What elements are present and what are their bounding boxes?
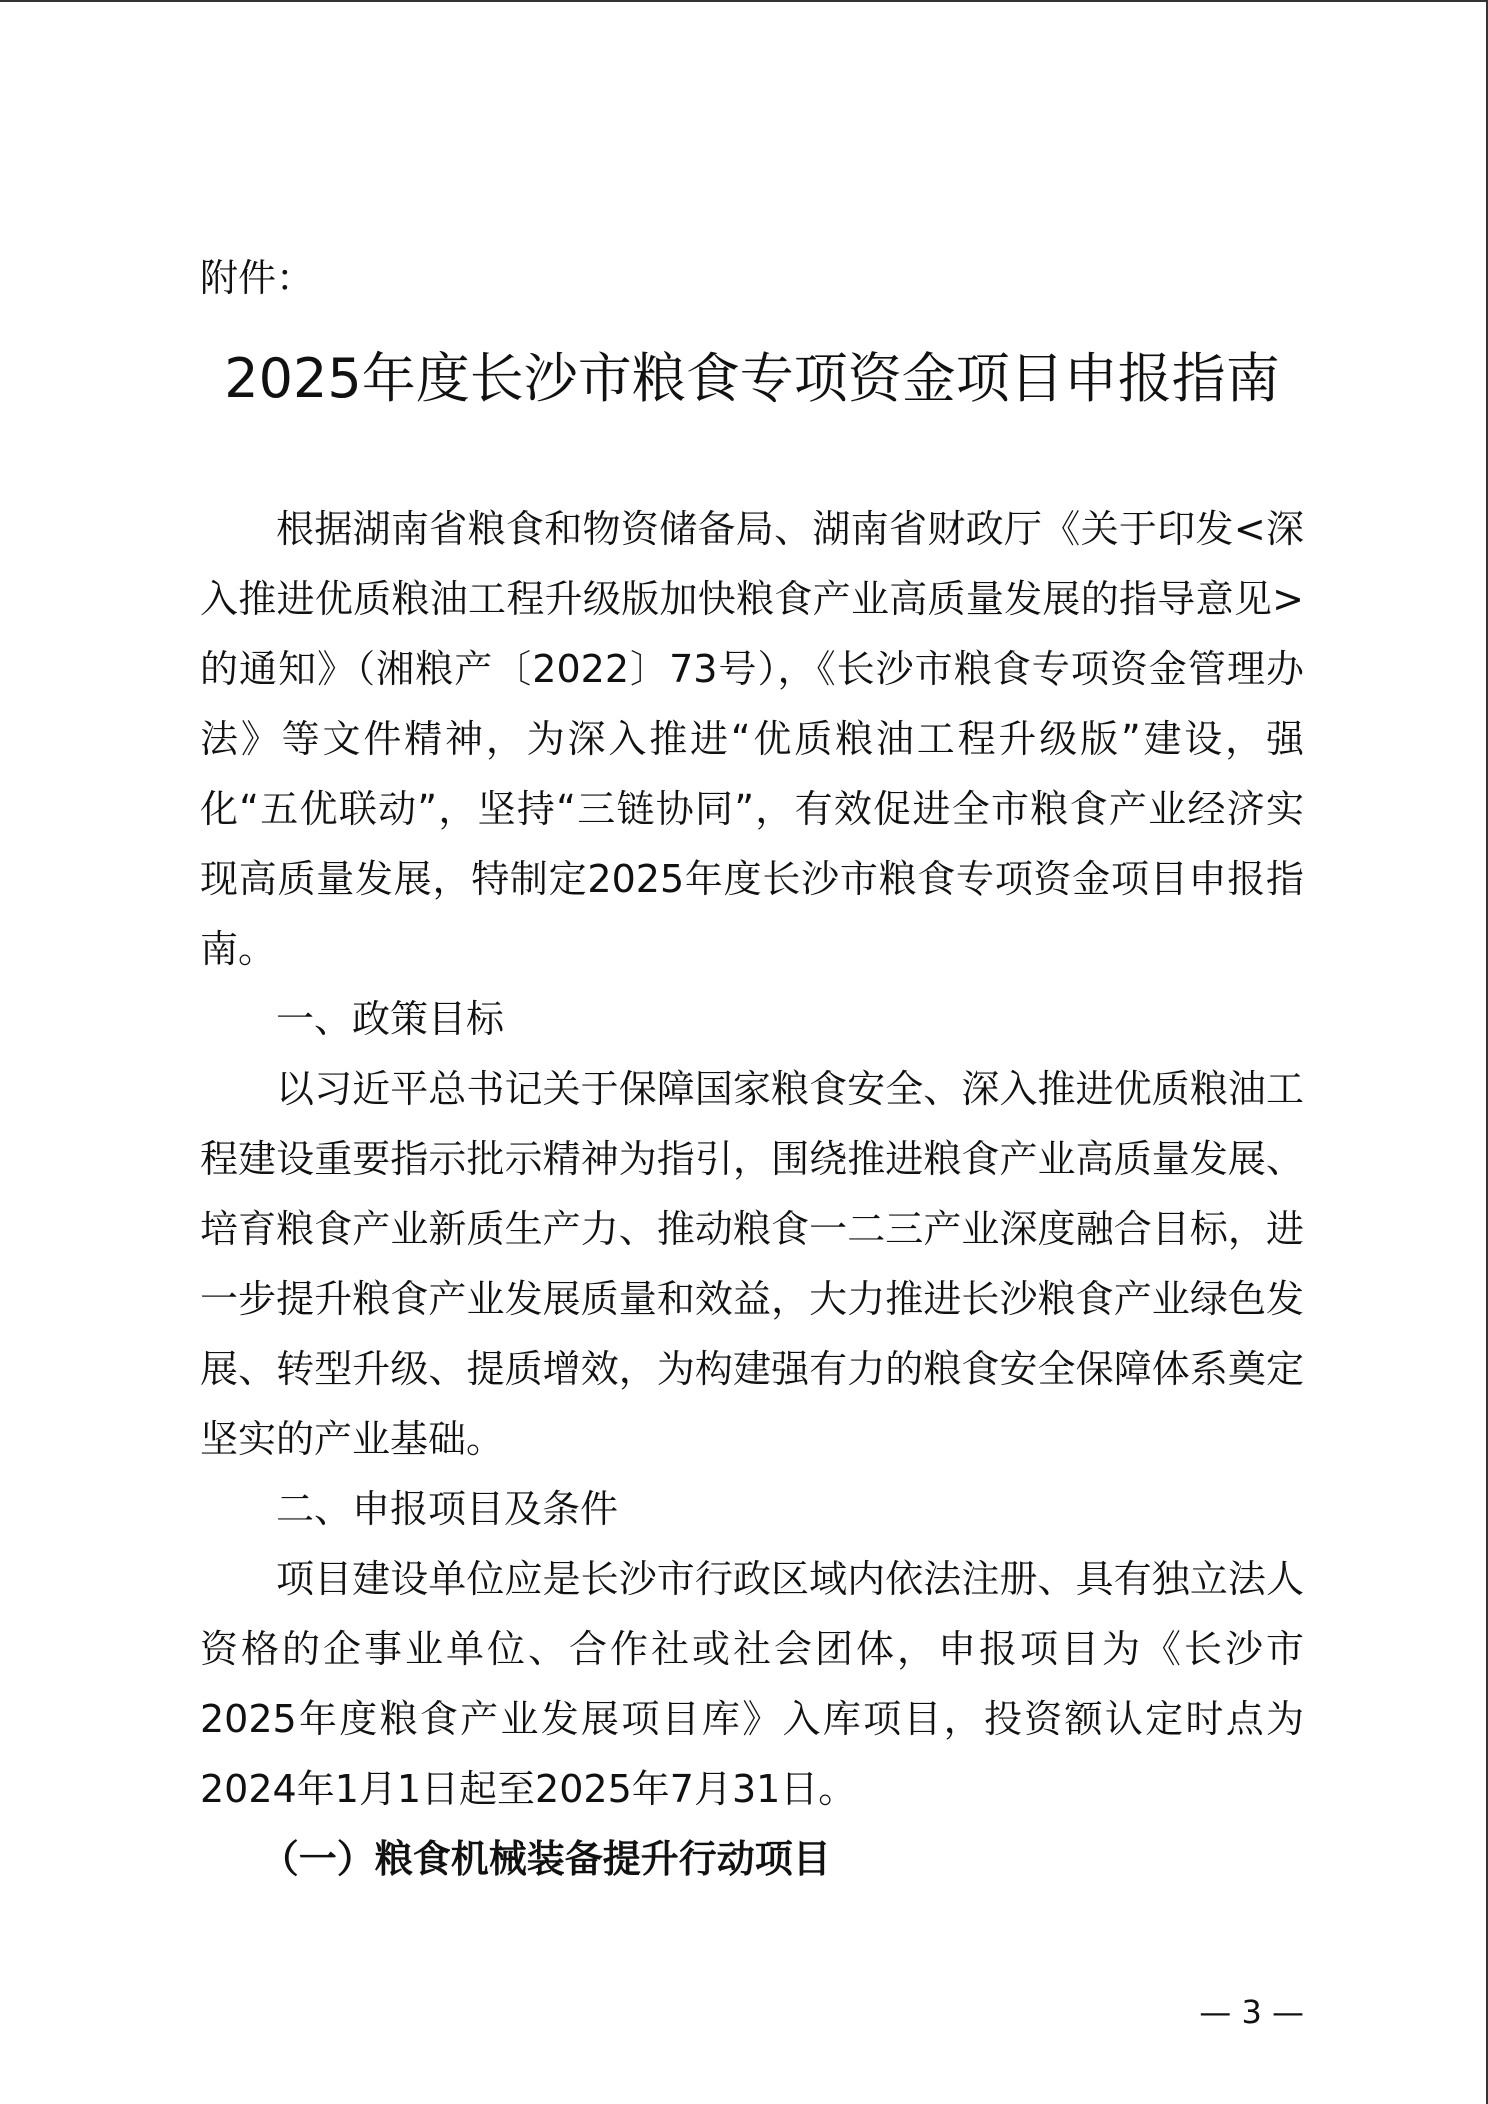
section-heading-projects-conditions: 二、申报项目及条件 bbox=[276, 1487, 619, 1531]
subsection-heading-machinery: （一）粮食机械装备提升行动项目 bbox=[260, 1837, 831, 1881]
document-body bbox=[200, 494, 1304, 1894]
attachment-label: 附件： bbox=[200, 256, 315, 300]
projects-conditions-paragraph: 项目建设单位应是长沙市行政区域内依法注册、具有独立法人资格的企事业单位、合作社或社会团体，申报项目为《长沙市2025年度粮食产业发展项目库》入库项目，投资额认定时点为2024年1月1日起至2025年7月31日。 bbox=[200, 1557, 1304, 1811]
intro-paragraph: 根据湖南省粮食和物资储备局、湖南省财政厅《关于印发<深入推进优质粮油工程升级版加快粮食产业高质量发展的指导意见>的通知》（湘粮产〔2022〕73号），《长沙市粮食专项资金管理办法》等文件精神，为深入推进“优质粮油工程升级版”建设，强化“五优联动”，坚持“三链协同”，有效促进全市粮食产业经济实现高质量发展，特制定2025年度长沙市粮食专项资金项目申报指南。 bbox=[200, 507, 1304, 971]
page-number: — 3 — bbox=[1199, 1993, 1304, 2031]
document-title: 2025年度长沙市粮食专项资金项目申报指南 bbox=[224, 347, 1280, 410]
policy-goals-paragraph: 以习近平总书记关于保障国家粮食安全、深入推进优质粮油工程建设重要指示批示精神为指引，围绕推进粮食产业高质量发展、培育粮食产业新质生产力、推动粮食一二三产业深度融合目标，进一步提升粮食产业发展质量和效益，大力推进长沙粮食产业绿色发展、转型升级、提质增效，为构建强有力的粮食安全保障体系奠定坚实的产业基础。 bbox=[200, 1067, 1304, 1461]
section-heading-policy-goals: 一、政策目标 bbox=[276, 997, 505, 1041]
